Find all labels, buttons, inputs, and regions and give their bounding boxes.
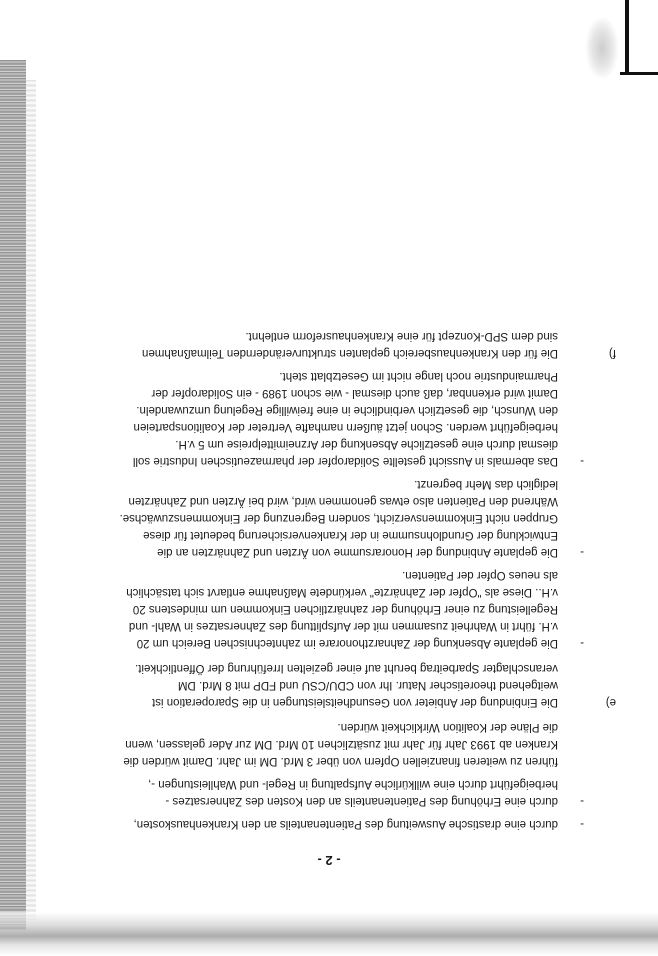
section-e [118, 659, 616, 710]
bullet-text: durch eine Erhöhung des Patientenanteils an den Kosten des Zahnersatzes - herbeigeführt durch eine willkürliche Aufspaltung in Regel- und Wahlleistungen -, [148, 778, 558, 807]
bullet-text: Die geplante Absenkung der Zahnarzthonorare im zahntechnischen Bereich um 20 v.H. führt in Wahrheit zusammen mit der Aufsplittung des Zahnersatzes in Wahl- und Regelleistung zu einer Erhöhung der zahnärztlichen Einkommen um mindestens 20 v.H.. Diese als "Opfer der Zahnärzte" verkündete Maßnahme entlarvt sich tatsächlich als neues Opfer der Patienten. [126, 569, 558, 649]
bullet-item [118, 815, 584, 832]
bullet-text: Die geplante Anbindung der Honorarsumme von Ärzten und Zahnärzten an die Entwicklung der Grundlohnsumme in der Krankenversicherung bedeutet für diese Gruppen nicht Einkommensverzicht, sondern Begrenzung der Einkommenszuwächse. Während den Patienten also etwas genommen wird, wird bei Ärzten und Zahnärzten lediglich das Mehr begrenzt. [119, 478, 558, 558]
document-body [118, 319, 616, 832]
bullet-item [118, 367, 584, 469]
section-text: Die Einbindung der Anbieter von Gesundheitsleistungen in die Sparoperation ist weitgehend theoretischer Natur. Ihr von CDU/CSU und FDP mit 8 Mrd. DM veranschlagter Sparbeitrag beruht auf einer gezielten Irreführung der Öffentlichkeit. [135, 662, 558, 708]
bullet-marker: - [580, 818, 584, 830]
bullet-text: durch eine drastische Ausweitung des Patientenanteils an den Krankenhauskosten, [133, 818, 558, 830]
bullet-marker: - [580, 546, 584, 558]
bullet-marker: - [580, 637, 584, 649]
section-marker: f) [608, 347, 616, 359]
paragraph [118, 718, 558, 769]
bullet-marker: - [580, 795, 584, 807]
section-text: Die für den Krankenhausbereich geplanten strukturverändernden Teilmaßnahmen sind dem SPD-Konzept für eine Krankenhausreform entlehnt. [142, 330, 558, 359]
bullet-marker: - [580, 455, 584, 467]
bullet-item [118, 475, 584, 560]
section-marker: e) [605, 696, 616, 708]
bullet-text: Das abermals in Aussicht gestellte Solidaropfer der pharmazeutischen Industrie soll diesmal durch eine gesetzliche Absenkung der Arzneimittelpreise um 5 v.H. herbeigeführt werden. Schon jetzt äußern namhafte Vertreter der Koalitionsparteien den Wunsch, die gesetzlich verbindliche in eine freiwillige Regelung umzuwandeln. Damit wird erkennbar, daß auch diesmal - wie schon 1989 - ein Solidaropfer der Pharmaindustrie noch lange nicht im Gesetzblatt steht. [132, 370, 558, 467]
bullet-item [118, 775, 584, 809]
section-f [118, 327, 616, 361]
paragraph-text: führen zu weiteren finanziellen Opfern von über 3 Mrd. DM im Jahr. Damit würden die Kranken ab 1993 Jahr für Jahr mit zusätzlichen 10 Mrd. DM zur Ader gelassen, wenn die Pläne der Koalition Wirklichkeit würden. [123, 721, 558, 767]
page-number: - 2 - [317, 853, 341, 868]
bullet-item [118, 566, 584, 651]
